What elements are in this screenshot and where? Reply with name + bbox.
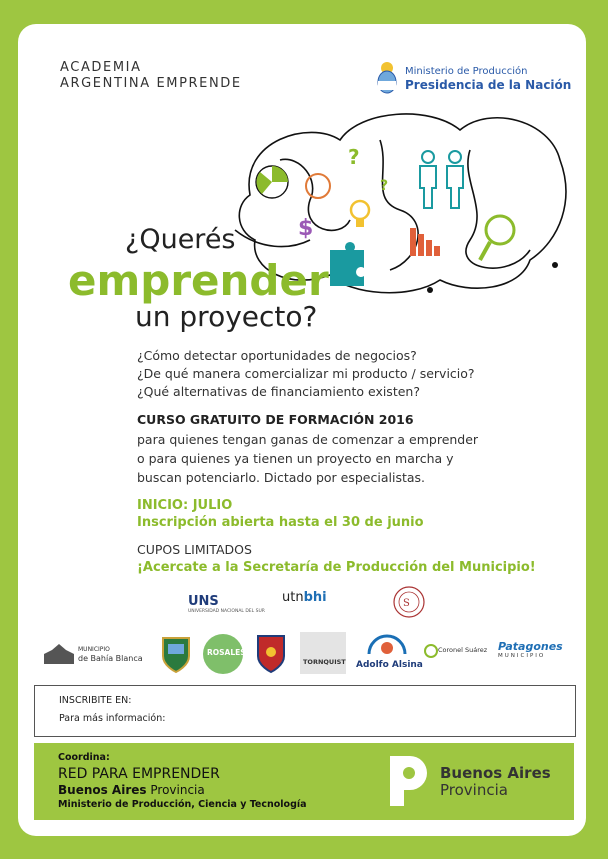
ba-provincia-text: Buenos Aires Provincia	[58, 783, 205, 797]
headline-line1: ¿Querés	[125, 224, 236, 255]
inscripcion-date: Inscripción abierta hasta el 30 de junio	[137, 515, 424, 530]
ministerio-footer: Ministerio de Producción, Ciencia y Tecnología	[58, 799, 307, 810]
rosales-logo: ROSALES	[203, 634, 243, 674]
acercate-text: ¡Acercate a la Secretaría de Producción del Municipio!	[137, 560, 536, 575]
ministerio-line1: Ministerio de Producción	[405, 66, 528, 77]
mas-info-label: Para más información:	[59, 713, 166, 724]
question-3: ¿Qué alternativas de financiamiento existen?	[137, 384, 420, 399]
uns-logo: UNS UNIVERSIDAD NACIONAL DEL SUR	[188, 594, 265, 614]
coronel-circle-icon	[424, 644, 438, 658]
academia-title: ACADEMIA ARGENTINA EMPRENDE	[60, 60, 242, 91]
inscribite-box	[34, 685, 576, 737]
course-title: CURSO GRATUITO DE FORMACIÓN 2016	[137, 412, 414, 427]
course-line-1: para quienes tengan ganas de comenzar a emprender	[137, 432, 479, 447]
inscribite-label: INSCRIBITE EN:	[59, 695, 132, 706]
argentina-shield-icon	[375, 60, 399, 94]
seal-logo	[392, 585, 426, 619]
adolfo-alsina-logo: Adolfo Alsina	[356, 634, 418, 676]
ministerio-line2: Presidencia de la Nación	[405, 78, 572, 92]
tornquist-logo: TORNQUIST	[300, 632, 346, 674]
municipal-shield-1	[160, 632, 192, 674]
ba-logo-line2: Provincia	[440, 781, 508, 799]
svg-text:$: $	[298, 216, 314, 241]
inicio-date: INICIO: JULIO	[137, 498, 233, 513]
course-line-3: buscan potenciarlo. Dictado por especialistas.	[137, 470, 426, 485]
buenos-aires-p-icon	[386, 752, 430, 810]
ba-logo-line1: Buenos Aires	[440, 764, 551, 782]
municipal-shield-2	[256, 632, 286, 674]
svg-text:S: S	[403, 598, 410, 609]
course-line-2: o para quienes ya tienen un proyecto en marcha y	[137, 451, 454, 466]
patagones-logo: Patagones MUNICIPIO	[498, 640, 563, 659]
headline-line2: emprender	[68, 256, 329, 305]
red-emprender: RED PARA EMPRENDER	[58, 766, 220, 782]
headline-line3: un proyecto?	[135, 300, 318, 333]
svg-text:?: ?	[380, 178, 389, 194]
coordina-label: Coordina:	[58, 752, 110, 763]
cupos-limitados: CUPOS LIMITADOS	[137, 542, 252, 557]
utn-bhi-logo: utnbhi	[282, 590, 327, 605]
question-2: ¿De qué manera comercializar mi producto / servicio?	[137, 366, 475, 381]
alsina-sun-icon	[367, 634, 407, 656]
question-1: ¿Cómo detectar oportunidades de negocios?	[137, 348, 417, 363]
svg-text:?: ?	[348, 145, 360, 169]
bahia-building-icon	[42, 644, 76, 664]
